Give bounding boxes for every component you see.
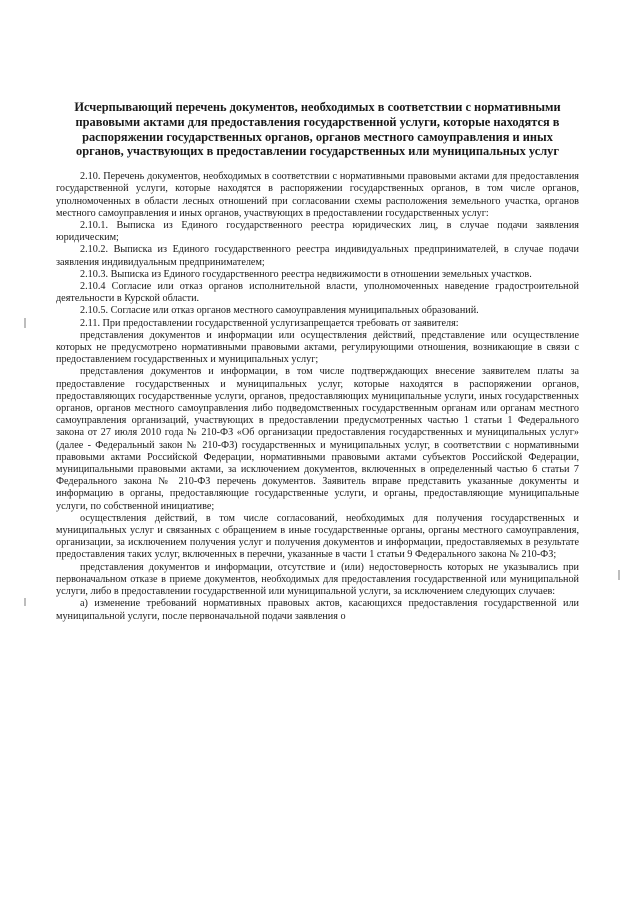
paragraph: 2.10.5. Согласие или отказ органов местного самоуправления муниципальных образований.: [80, 305, 479, 317]
document-title: Исчерпывающий перечень документов, необходимых в соответствии с нормативными правовыми актами для предоставления государственной услуги, которые находятся в распоряжении государственных органов, органов местного самоуправления и иных органов, участвующих в предоставлении государственных или муниципальных услуг: [74, 100, 561, 159]
paragraph: представления документов и информации или осуществления действий, представление или осуществление которых не предусмотрено нормативными правовыми актами, регулирующими отношения, возникающие в связи с предоставлением государственных и муниципальных услуг;: [56, 329, 579, 366]
document-body: [56, 171, 579, 623]
scan-mark: [24, 318, 26, 328]
paragraph: 2.10. Перечень документов, необходимых в соответствии с нормативными правовыми актами для предоставления государственной услуги, которые находятся в распоряжении государственных органов, в том числе органов, уполномоченных в области лесных отношений при согласовании схемы расположения земельного участка, органов местного самоуправления и иных органов, участвующих в предоставлении государственных услуг:: [56, 171, 579, 219]
paragraph: 2.10.1. Выписка из Единого государственного реестра юридических лиц, в случае подачи заявления юридическим;: [56, 220, 579, 244]
paragraph: 2.10.2. Выписка из Единого государственного реестра индивидуальных предпринимателей, в случае подачи заявления индивидуальным предпринимателем;: [56, 244, 579, 268]
paragraph: 2.10.4 Согласие или отказ органов исполнительной власти, уполномоченных наведение градостроительной деятельности в Курской области.: [56, 281, 579, 305]
paragraph: 2.10.3. Выписка из Единого государственного реестра недвижимости в отношении земельных участков.: [80, 268, 532, 280]
scan-mark: [618, 570, 620, 580]
paragraph: а) изменение требований нормативных правовых актов, касающихся предоставления государственной или муниципальной услуги, после первоначальной подачи заявления о: [56, 598, 579, 622]
scan-mark: [24, 598, 26, 606]
paragraph: представления документов и информации, в том числе подтверждающих внесение заявителем платы за предоставление государственных и муниципальных услуг, которые находятся в распоряжении органов, предоставляющих государственные услуги, органов, предоставляющих муниципальные услуги, иных государственных органов, органов местного самоуправления либо подведомственных государственным органам или органам местного самоуправления организаций, участвующих в предоставлении предусмотренных частью 1 статьи 1 Федерального закона от 27 июля 2010 года № 210-ФЗ «Об организации предоставления государственных и муниципальных услуг» (далее - Федеральный закон № 210-ФЗ) государственных и муниципальных услуг, в соответствии с нормативными правовыми актами Российской Федерации, нормативными правовыми актами субъектов Российской Федерации, муниципальными правовыми актами, за исключением документов, включенных в определенный частью 6 статьи 7 Федерального закона № 210-ФЗ перечень документов. Заявитель вправе представить указанные документы и информацию в органы, предоставляющие государственные услуги, и органы, предоставляющие муниципальные услуги, по собственной инициативе;: [56, 366, 579, 512]
paragraph: представления документов и информации, отсутствие и (или) недостоверность которых не указывались при первоначальном отказе в приеме документов, необходимых для предоставления государственной или муниципальной услуги, либо в предоставлении государственной или муниципальной услуги, за исключением следующих случаев:: [56, 561, 579, 598]
paragraph: 2.11. При предоставлении государственной услугизапрещается требовать от заявителя:: [80, 317, 459, 329]
paragraph: осуществления действий, в том числе согласований, необходимых для получения государственных и муниципальных услуг и связанных с обращением в иные государственные органы, органы местного самоуправления, организации, за исключением получения услуг и получения документов и информации, предоставляемых в результате предоставления таких услуг, включенных в перечни, указанные в части 1 статьи 9 Федерального закона № 210-ФЗ;: [56, 512, 579, 561]
